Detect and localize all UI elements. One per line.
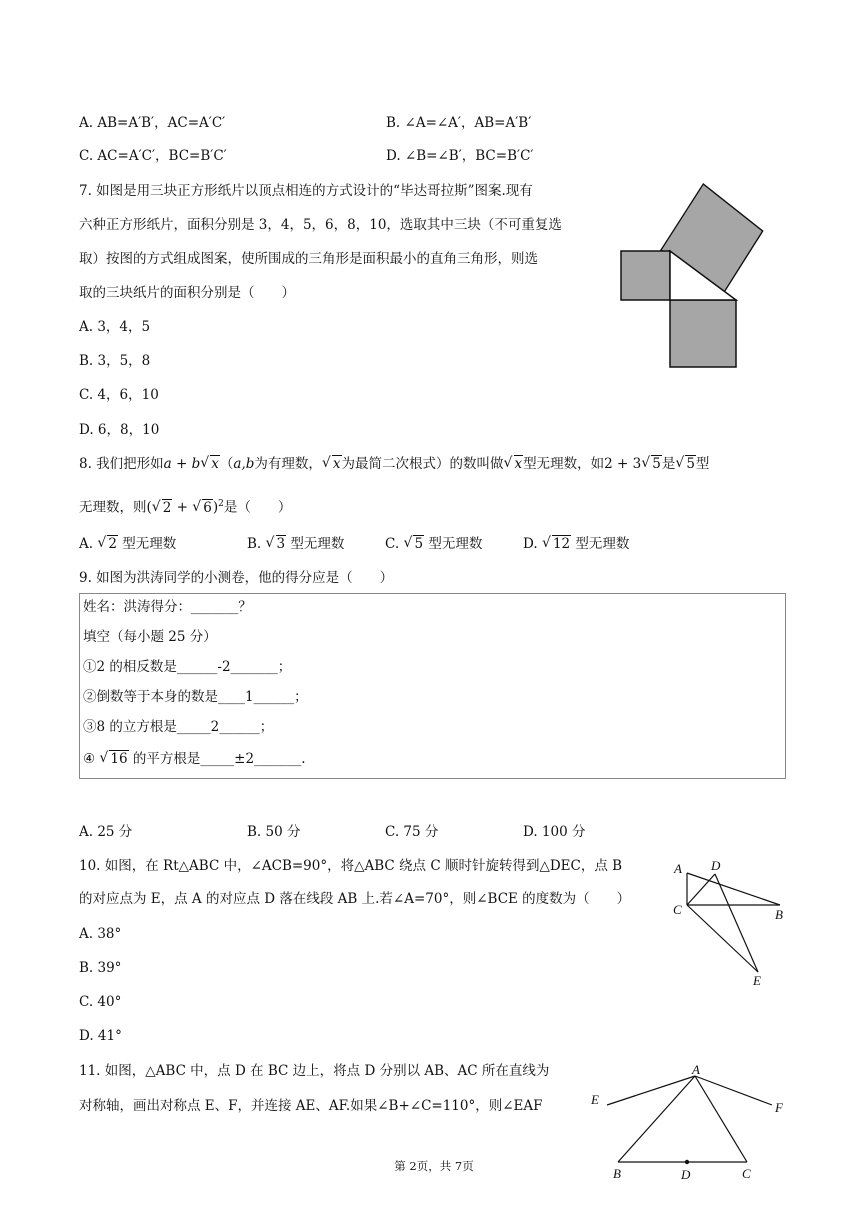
label-a: A xyxy=(674,861,682,876)
q10-text-line-2: 的对应点为 E，点 A 的对应点 D 落在线段 AB 上.若∠A=70°，则∠BCE 的度数为（ ） xyxy=(79,891,631,907)
q8-option-c: C. √ 5 型无理数 xyxy=(385,534,482,554)
label-e: E xyxy=(591,1092,599,1107)
q10-option-b: B. 39° xyxy=(79,960,122,976)
q7-text-line-2: 六种正方形纸片，面积分别是 3，4，5，6，8，10，选取其中三块（不可重复选 xyxy=(79,217,562,233)
q7-text-line-1: 7. 如图是用三块正方形纸片以顶点相连的方式设计的“毕达哥拉斯”图案.现有 xyxy=(79,183,533,199)
label-b: B xyxy=(775,907,783,922)
square-left xyxy=(621,251,670,300)
q9-option-c: C. 75 分 xyxy=(385,824,439,840)
q8-option-d: D. √ 12 型无理数 xyxy=(523,534,629,554)
label-d: D xyxy=(681,1167,691,1182)
quiz-line-3: ③8 的立方根是_____2______； xyxy=(83,719,274,735)
quiz-line-2: ②倒数等于本身的数是____1______； xyxy=(83,689,308,705)
q7-option-d: D. 6，8，10 xyxy=(79,422,160,438)
q6-option-c: C. AC=A′C′，BC=B′C′ xyxy=(79,148,227,164)
q10-option-c: C. 40° xyxy=(79,994,122,1010)
quiz-line-name: 姓名：洪涛得分：_______？ xyxy=(83,599,252,615)
q6-option-d: D. ∠B=∠B′，BC=B′C′ xyxy=(386,148,534,164)
q9-title: 9. 如图为洪涛同学的小测卷，他的得分应是（ ） xyxy=(79,570,394,586)
square-bottom xyxy=(670,300,736,367)
q8-option-a: A. √ 2 型无理数 xyxy=(79,534,176,554)
label-f: F xyxy=(775,1100,783,1115)
q10-option-d: D. 41° xyxy=(79,1028,122,1044)
label-c: C xyxy=(742,1166,751,1181)
pythagoras-squares-figure xyxy=(600,180,760,380)
label-b: B xyxy=(613,1166,621,1181)
q8-option-b: B. √ 3 型无理数 xyxy=(247,534,344,554)
q7-text-line-4: 取的三块纸片的面积分别是（ ） xyxy=(79,285,295,301)
q9-option-b: B. 50 分 xyxy=(247,824,301,840)
label-c: C xyxy=(673,902,682,917)
rotation-triangle-figure xyxy=(665,855,800,990)
q8-text-line-2: 无理数，则(√ 2 + √ 6)$^2$是（ ） xyxy=(79,494,291,518)
label-a: A xyxy=(692,1062,700,1077)
q9-option-a: A. 25 分 xyxy=(79,824,133,840)
q7-option-a: A. 3，4，5 xyxy=(79,319,151,335)
q8-text-line-1: 8. 我们把形如a + b√ x（a,b为有理数，√ x为最简二次根式）的数叫做√ x型无理数，如2 + 3√ 5是√ 5型 xyxy=(79,454,709,474)
q7-option-c: C. 4，6，10 xyxy=(79,387,159,403)
q11-text-line-1: 11. 如图，△ABC 中，点 D 在 BC 边上，将点 D 分别以 AB、AC 所在直线为 xyxy=(79,1063,550,1079)
q6-option-b: B. ∠A=∠A′，AB=A′B′ xyxy=(386,115,532,131)
page-footer: 第 2页，共 7页 xyxy=(394,1159,474,1173)
q11-text-line-2: 对称轴，画出对称点 E、F，并连接 AE、AF.如果∠B+∠C=110°，则∠EAF xyxy=(79,1098,543,1114)
quiz-paper-box xyxy=(79,593,786,779)
quiz-line-header: 填空（每小题 25 分） xyxy=(83,629,217,645)
label-e: E xyxy=(753,973,761,988)
q6-option-a: A. AB=A′B′，AC=A′C′ xyxy=(79,115,226,131)
q7-text-line-3: 取）按图的方式组成图案，使所围成的三角形是面积最小的直角三角形，则选 xyxy=(79,251,538,267)
q10-text-line-1: 10. 如图，在 Rt△ABC 中，∠ACB=90°，将△ABC 绕点 C 顺时针旋转得到△DEC，点 B xyxy=(79,858,623,874)
quiz-line-1: ①2 的相反数是______-2_______； xyxy=(83,659,292,675)
q7-option-b: B. 3，5，8 xyxy=(79,353,151,369)
label-d: D xyxy=(711,858,721,873)
quiz-line-4: ④ √ 16 的平方根是_____±2_______. xyxy=(83,749,306,769)
q10-option-a: A. 38° xyxy=(79,926,122,942)
q9-option-d: D. 100 分 xyxy=(523,824,586,840)
